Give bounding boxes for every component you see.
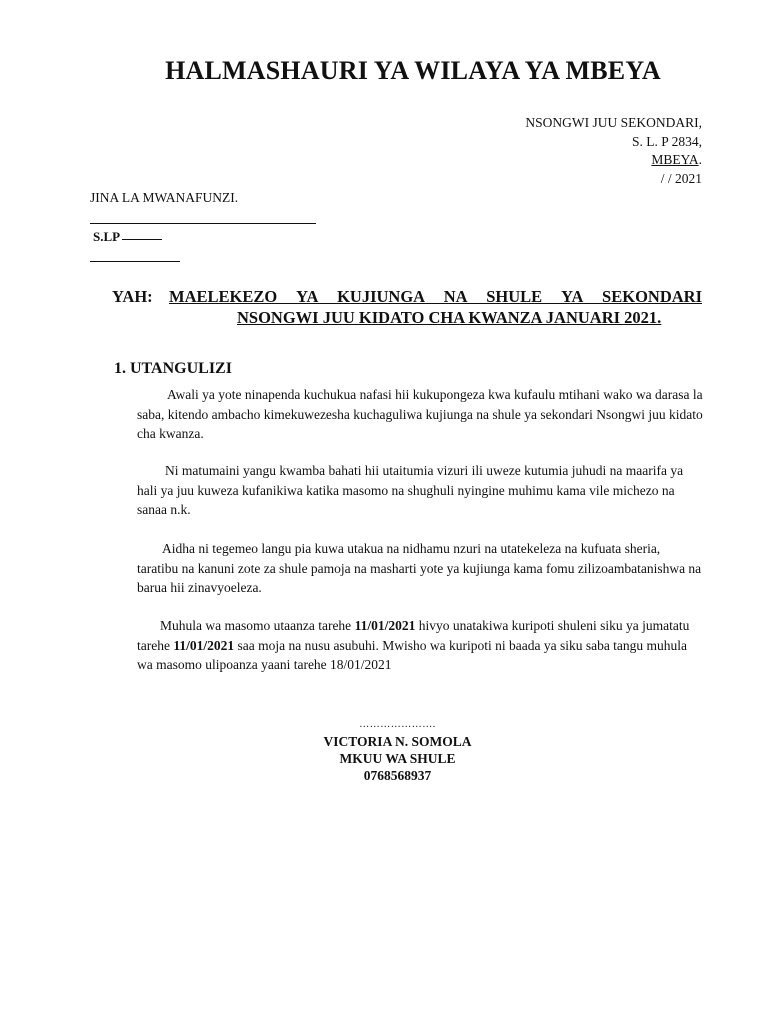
paragraph-discipline-text: Aidha ni tegemeo langu pia kuwa utakua na nidhamu nzuri na utatekeleza na kufuata sheria, taratibu na kanuni zote za shule pamoja na masharti yote ya kujiunga kama fomu zilizoambatanishwa na barua hii zinavyoeleza. [137,541,702,595]
section-heading: 1. UTANGULIZI [114,360,232,377]
address-city-suffix: . [698,152,702,167]
subject-label: YAH: [112,287,153,306]
student-address-blank-line [90,261,180,262]
paragraph-discipline [137,539,703,598]
paragraph-hope-text: Ni matumaini yangu kwamba bahati hii utaitumia vizuri ili uweze kutumia juhudi na maarifa ya hali ya juu kuweza kufanikiwa katika masomo na shughuli nyingine muhimu kama vile michezo na sanaa n.k. [137,463,684,517]
p4-text-c: saa moja na nusu asubuhi. Mwisho wa kuripoti ni baada ya siku saba tangu muhula wa masomo ulipoanza yaani tarehe 18/01/2021 [137,637,688,672]
student-name-label: JINA LA MWANAFUNZI. [90,190,239,205]
address-date: / / 2021 [660,170,702,186]
paragraph-hope [137,461,703,520]
address-city: MBEYA [651,152,699,167]
council-title: HALMASHAURI YA WILAYA YA MBEYA [165,56,661,85]
school-address [525,114,702,188]
paragraph-intro [137,385,703,444]
p4-text-b: hivyo unatakiwa kuripoti shuleni siku ya jumatatu tarehe [137,618,690,653]
p4-date-report: 11/01/2021 [173,637,235,653]
address-po-box: S. L. P 2834, [631,133,702,149]
signature-dots: …………………. [359,719,436,730]
signatory-phone: 0768568937 [363,768,432,783]
address-city-line [525,151,702,170]
student-name-blank-line [90,223,316,224]
student-slp-field [93,229,162,245]
signatory-title: MKUU WA SHULE [339,751,456,766]
p4-text-a: Muhula wa masomo utaanza tarehe [160,618,355,633]
signature-block [0,714,770,784]
subject-line-1: MAELEKEZO YA KUJIUNGA NA SHULE YA SEKONDARI [169,287,702,306]
slp-blank-line [122,239,162,240]
slp-label: S.LP [93,229,121,244]
paragraph-term-dates [137,616,703,675]
address-school: NSONGWI JUU SEKONDARI, [525,115,702,130]
paragraph-intro-text: Awali ya yote ninapenda kuchukua nafasi hii kukupongeza kwa kufaulu mtihani wako wa darasa la saba, kitendo ambacho kimekuwezesha kuchaguliwa kujiunga na shule ya sekondari Nsongwi juu kidato cha kwanza. [137,387,703,441]
signatory-name: VICTORIA N. SOMOLA [323,734,472,749]
subject-line-2: NSONGWI JUU KIDATO CHA KWANZA JANUARI 2021. [237,308,662,327]
p4-date-start: 11/01/2021 [354,618,416,633]
